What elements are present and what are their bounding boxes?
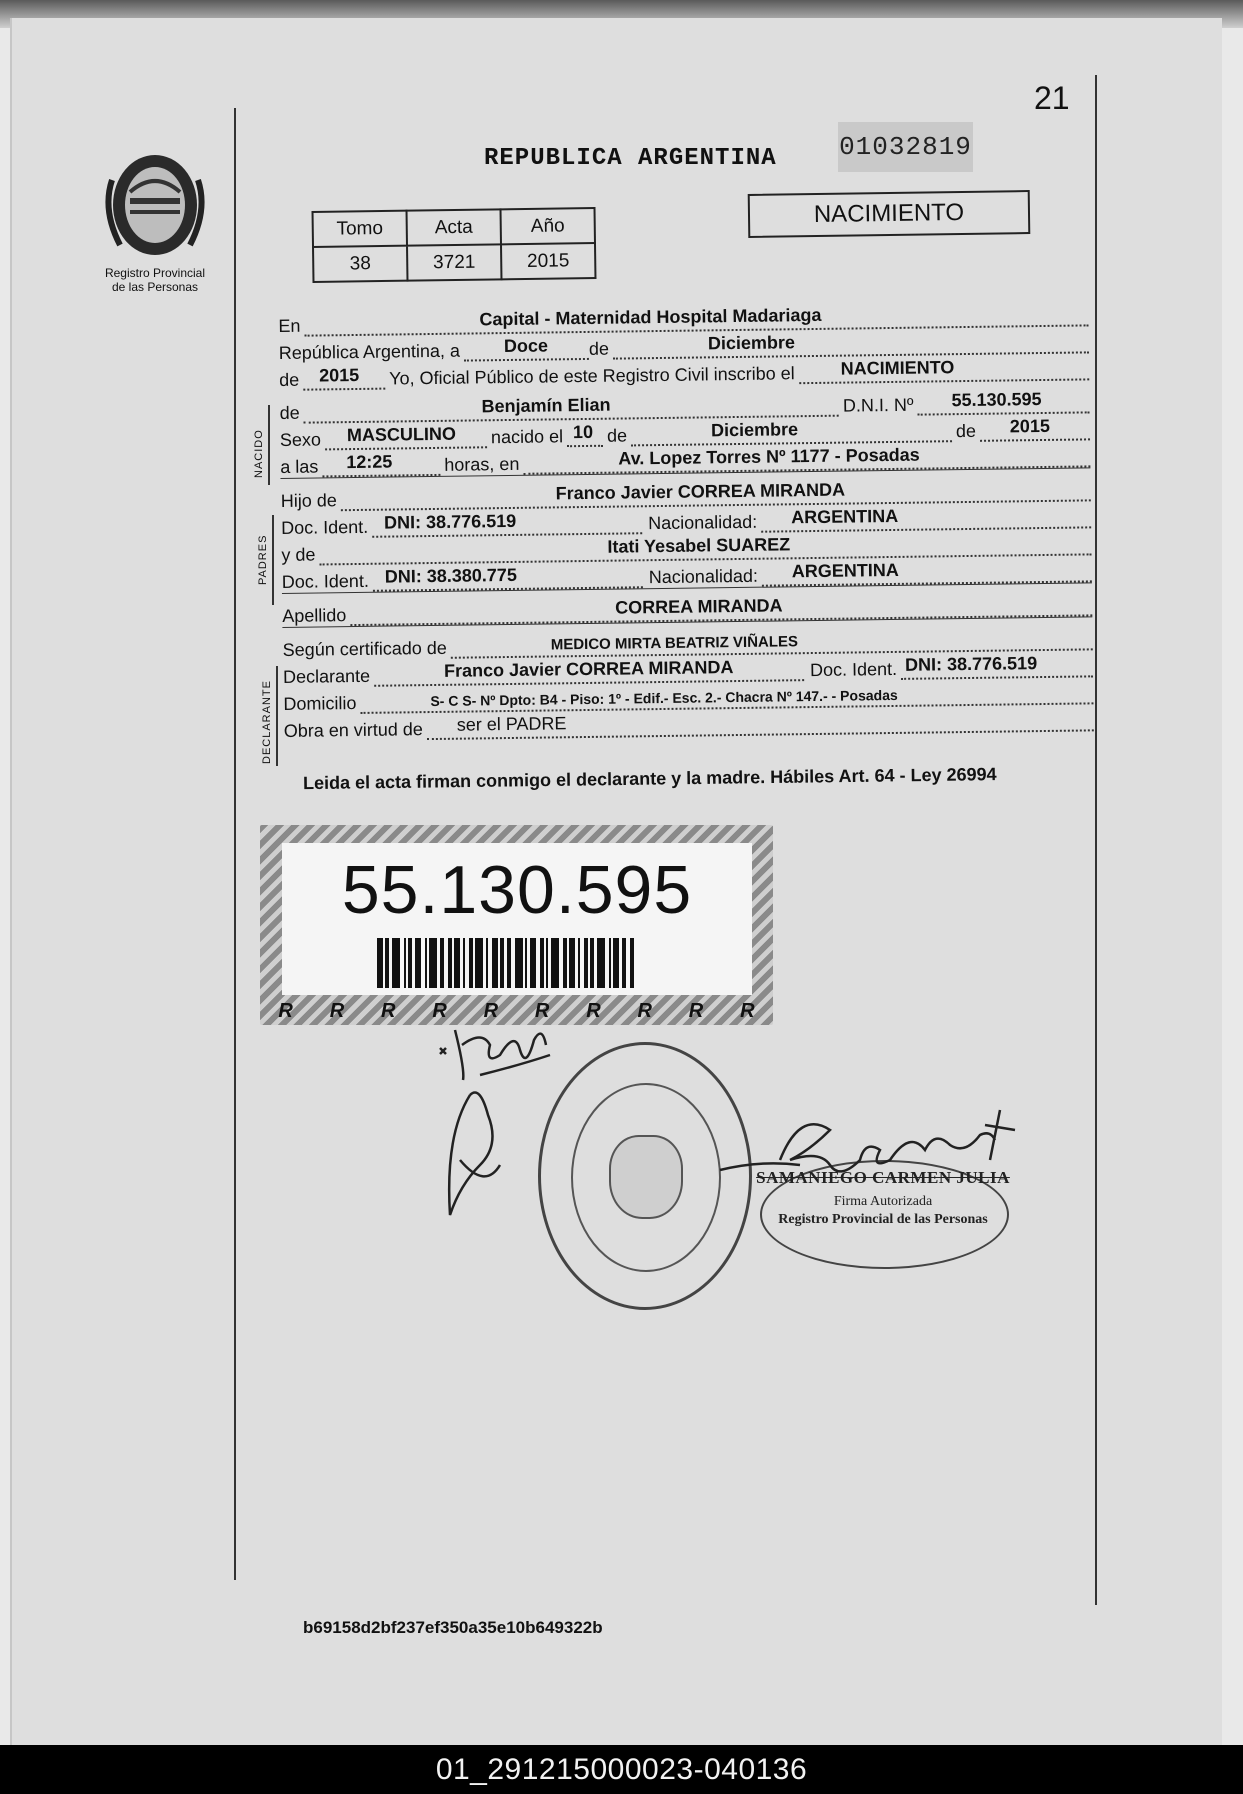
signature-official (720, 1110, 1015, 1171)
legal-note: Leida el acta firman conmigo el declarante y la madre. Hábiles Art. 64 - Ley 26994 (302, 764, 997, 794)
sticker-pattern-letter: R (534, 1000, 550, 1022)
value-anio: 2015 (319, 364, 360, 386)
label-dni: D.N.I. Nº (842, 394, 914, 416)
label-apellido: Apellido (282, 605, 347, 626)
sticker-pattern-letter: R (637, 1000, 652, 1022)
seal-caption-line-2: de las Personas (111, 280, 199, 294)
record-value-anio: 2015 (501, 243, 595, 279)
record-header-anio: Año (501, 208, 595, 244)
label-nacionalidad-madre: Nacionalidad: (648, 565, 759, 588)
label-declarante: Declarante (282, 665, 371, 687)
value-anio-nac: 2015 (1009, 415, 1051, 437)
label-horas-en: horas, en (444, 453, 520, 475)
value-madre-doc: DNI: 38.380.775 (384, 564, 518, 587)
sticker-pattern-letter: R (278, 1000, 293, 1022)
label-obra: Obra en virtud de (283, 719, 423, 741)
label-doc-ident-padre: Doc. Ident. (280, 516, 369, 538)
label-de-dia: de (606, 425, 628, 446)
record-header-tomo: Tomo (313, 211, 407, 247)
republic-title: REPUBLICA ARGENTINA (484, 145, 777, 172)
label-domicilio: Domicilio (283, 693, 357, 714)
value-direccion: Av. Lopez Torres Nº 1177 - Posadas (618, 444, 920, 469)
value-certificado: MEDICO MIRTA BEATRIZ VIÑALES (550, 633, 799, 654)
serial-number: 01032819 (838, 122, 973, 172)
signature-madre (449, 1093, 500, 1216)
sticker-pattern-letter: R (740, 1000, 755, 1022)
signature-declarante (440, 1030, 550, 1080)
sticker-pattern-letter: R (432, 1000, 447, 1022)
value-apellido: CORREA MIRANDA (615, 595, 783, 618)
side-label-nacido: NACIDO (253, 429, 265, 478)
value-domicilio: S- C S- Nº Dpto: B4 - Piso: 1º - Edif.- Esc. 2.- Chacra Nº 147.- - Posadas (430, 686, 898, 710)
label-doc-ident-madre: Doc. Ident. (281, 570, 369, 592)
official-role: Firma Autorizada (833, 1194, 933, 1209)
page-number: 21 (1034, 80, 1070, 116)
label-de-nombre: de (279, 402, 300, 423)
label-de-mes: de (588, 338, 610, 359)
sticker-pattern-letter: R (483, 1000, 499, 1022)
value-dni: 55.130.595 (951, 389, 1042, 411)
label-nacionalidad-padre: Nacionalidad: (647, 511, 758, 534)
sticker-dni-number: 55.130.595 (341, 852, 693, 928)
side-label-padres: PADRES (257, 534, 269, 585)
label-a-las: a las (280, 456, 319, 477)
value-madre: Itati Yesabel SUAREZ (607, 534, 791, 557)
value-padre-doc: DNI: 38.776.519 (383, 510, 517, 533)
value-mes: Diciembre (707, 332, 796, 354)
record-value-tomo: 38 (313, 246, 407, 282)
side-label-declarante: DECLARANTE (261, 680, 273, 764)
label-de-anio: de (279, 369, 300, 390)
record-header-acta: Acta (407, 209, 501, 245)
value-madre-nac: ARGENTINA (791, 559, 899, 582)
label-en: En (278, 315, 301, 336)
value-declarante: Franco Javier CORREA MIRANDA (443, 657, 734, 681)
value-mes-nac: Diciembre (710, 419, 799, 441)
label-y-de: y de (281, 544, 316, 565)
official-office: Registro Provincial de las Personas (778, 1212, 988, 1227)
label-segun: Según certificado de (282, 637, 447, 660)
label-doc-ident-declarante: Doc. Ident. (809, 658, 898, 681)
document-hash: b69158d2bf237ef350a35e10b649322b (303, 1618, 603, 1637)
sticker-pattern-letter: R (381, 1000, 396, 1022)
value-nombre: Benjamín Elian (481, 394, 611, 417)
sticker-pattern-letter: R (329, 1000, 345, 1022)
footer-id-bar: 01_291215000023-040136 (0, 1745, 1243, 1794)
value-padre: Franco Javier CORREA MIRANDA (555, 479, 846, 504)
label-sexo: Sexo (279, 429, 322, 450)
document-type-box: NACIMIENTO (748, 190, 1031, 238)
value-lugar: Capital - Maternidad Hospital Madariaga (479, 304, 822, 330)
value-dia-texto: Doce (503, 335, 549, 357)
value-dia: 10 (572, 421, 594, 443)
label-oficial: Yo, Oficial Público de este Registro Civil inscribo el (389, 363, 795, 389)
sticker-pattern-letter: R (586, 1000, 601, 1022)
value-hora: 12:25 (346, 451, 393, 473)
value-tipo: NACIMIENTO (840, 357, 955, 379)
label-de-mes2: de (955, 420, 977, 442)
value-padre-nac: ARGENTINA (791, 505, 899, 528)
official-name: SAMANIEGO CARMEN JULIA (756, 1168, 1010, 1187)
value-sexo: MASCULINO (346, 423, 457, 446)
seal-caption-line-1: Registro Provincial (104, 266, 206, 280)
value-declarante-doc: DNI: 38.776.519 (904, 653, 1038, 675)
label-nacido-el: nacido el (490, 426, 564, 448)
sticker-pattern-letter: R (688, 1000, 704, 1022)
label-hijo-de: Hijo de (280, 490, 337, 511)
record-value-acta: 3721 (407, 244, 501, 280)
label-republica: República Argentina, a (278, 340, 461, 363)
value-obra: ser el PADRE (456, 713, 567, 735)
